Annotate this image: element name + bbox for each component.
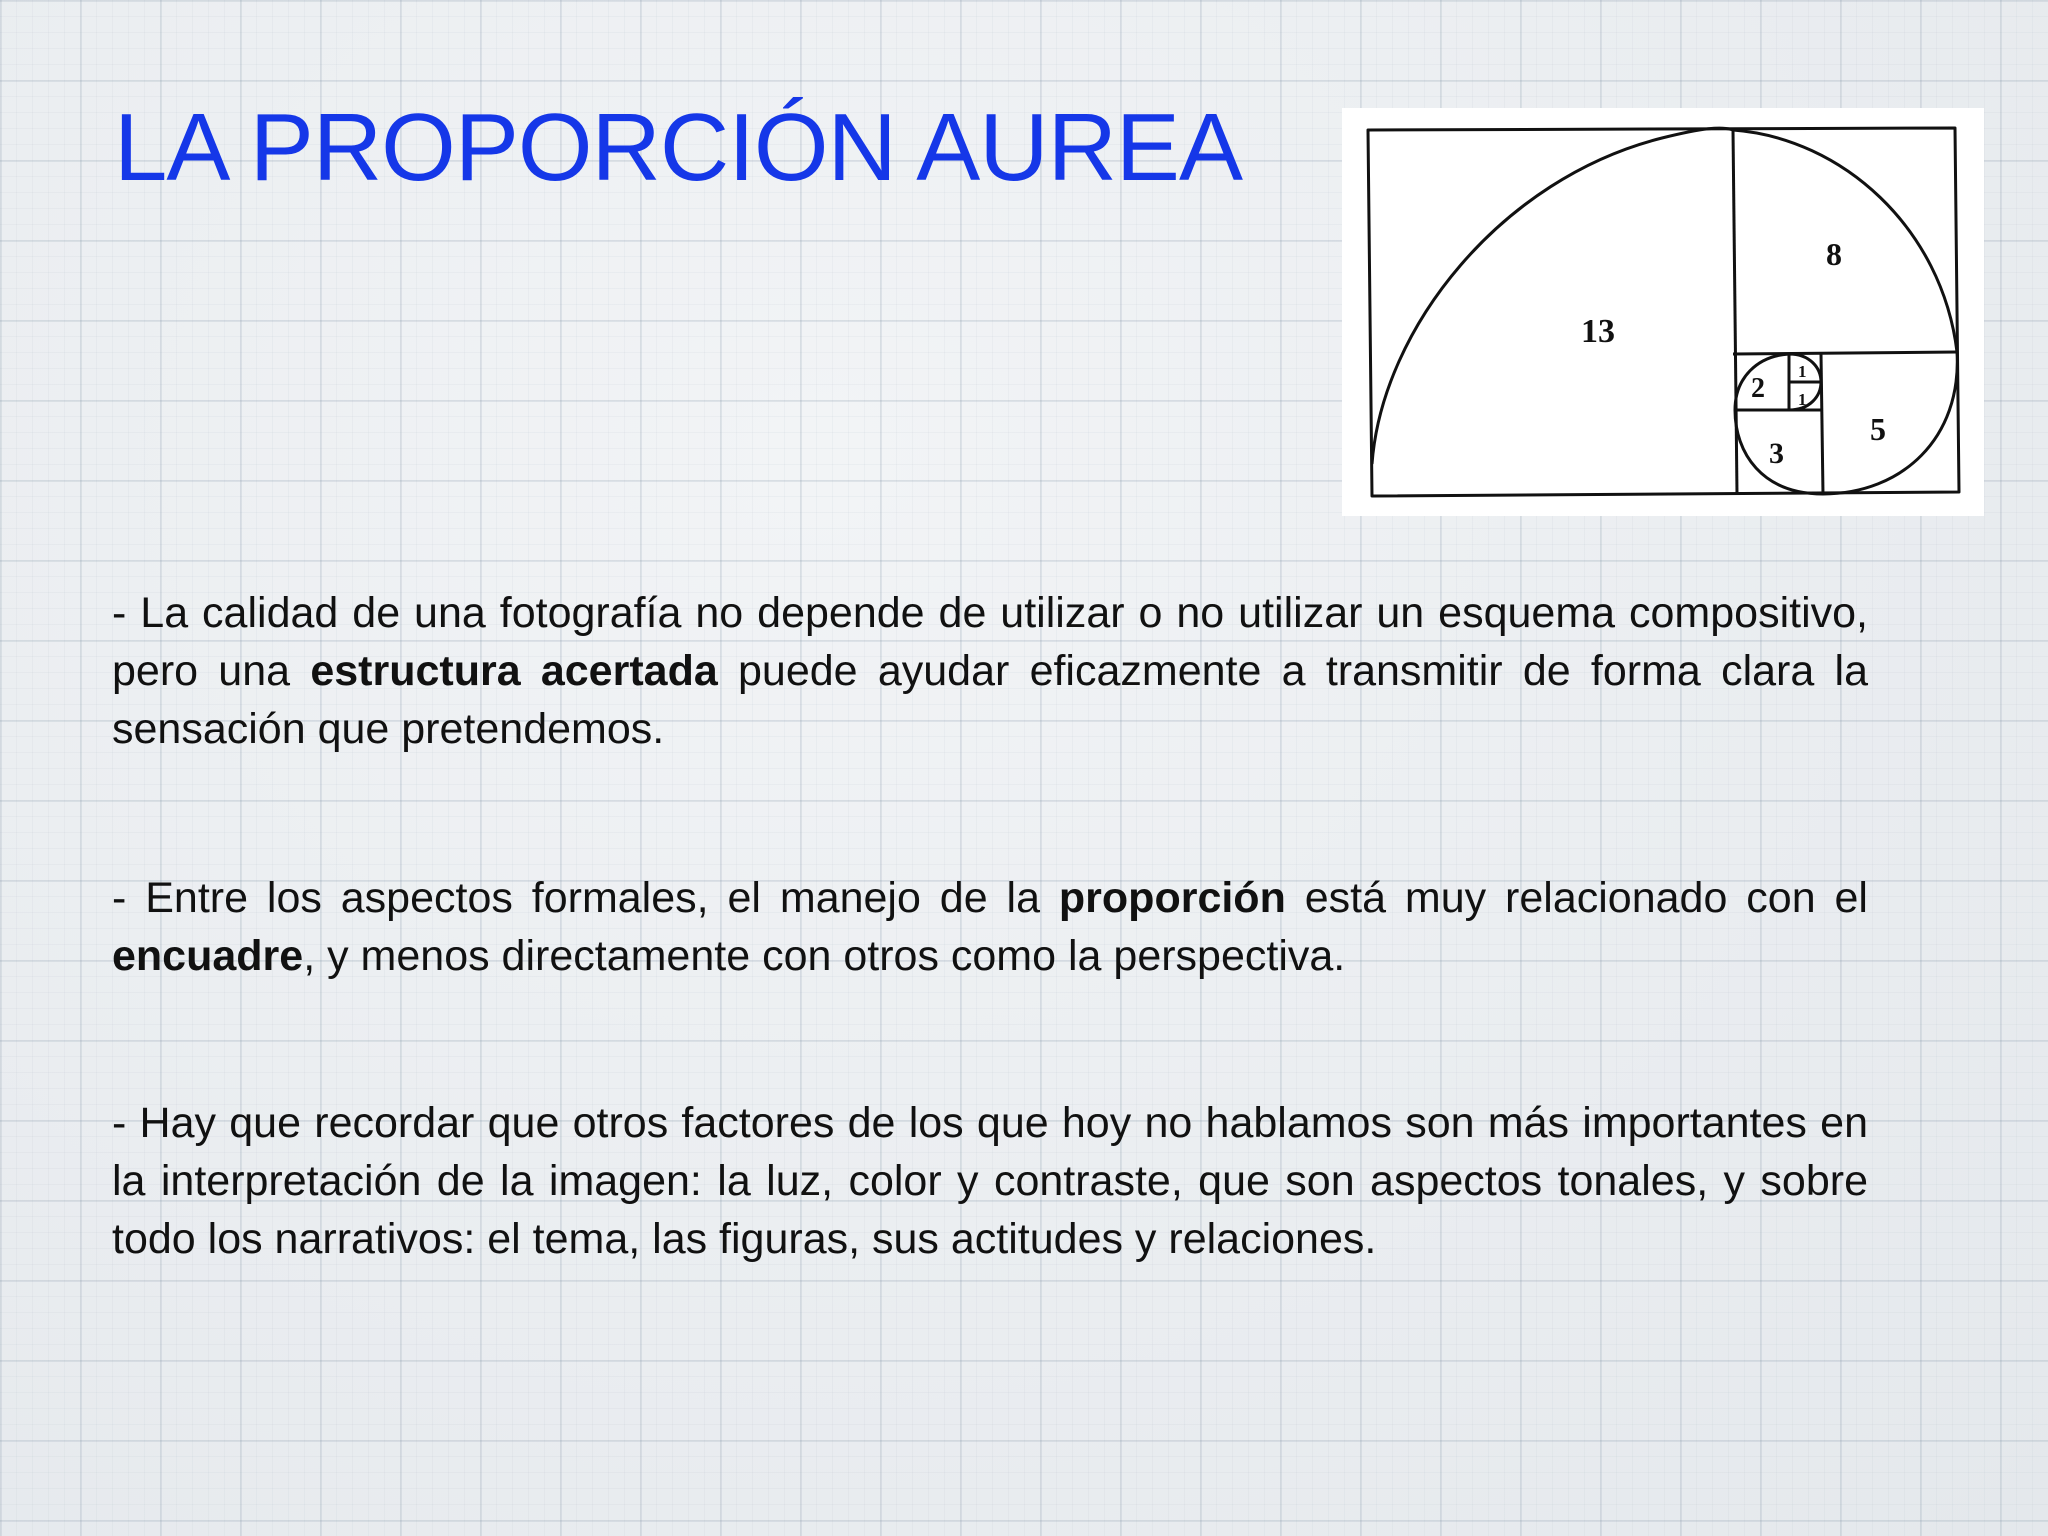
paragraph-2-text-e: , y menos directamente con otros como la perspectiva. [303,932,1346,980]
golden-spiral-figure [1342,108,1984,516]
label-13: 13 [1581,313,1615,350]
label-1-bottom: 1 [1798,390,1807,409]
divider-13 [1733,130,1737,494]
label-2: 2 [1751,373,1765,404]
paragraph-2-bold-proporcion: proporción [1058,874,1286,922]
paragraph-3-text: - Hay que recordar que otros factores de los que hoy no hablamos son más importantes en la interpretación de la imagen: la luz, color y contraste, que son aspectos tonales, y sobre todo los narrativos: el tema, las figuras, sus actitudes y relaciones. [112,1099,1868,1263]
paragraph-1-text-c: puede ayudar eficazmente a transmitir de forma clara la sensación que pretendemos. [112,647,1869,753]
paragraph-1 [112,584,1868,758]
paragraph-2 [112,869,1868,985]
divider-8 [1733,352,1957,354]
paragraph-2-text-c: está muy relacionado con el [1285,874,1868,922]
label-3: 3 [1769,437,1784,470]
paragraph-2-text-a: - Entre los aspectos formales, el manejo de la [112,874,1059,922]
label-1-top: 1 [1798,362,1807,381]
paragraph-3 [112,1094,1868,1268]
label-5: 5 [1870,411,1886,447]
paragraph-1-bold: estructura acertada [310,647,718,695]
paragraph-1-text-a: - La calidad de una fotografía no depende de utilizar o no utilizar un esquema compositivo, pero una [112,589,1868,695]
slide-title: LA PROPORCIÓN AUREA [114,94,1242,201]
label-8: 8 [1826,236,1842,272]
paragraph-2-bold-encuadre: encuadre [112,932,304,980]
golden-spiral-diagram [1342,108,1984,516]
